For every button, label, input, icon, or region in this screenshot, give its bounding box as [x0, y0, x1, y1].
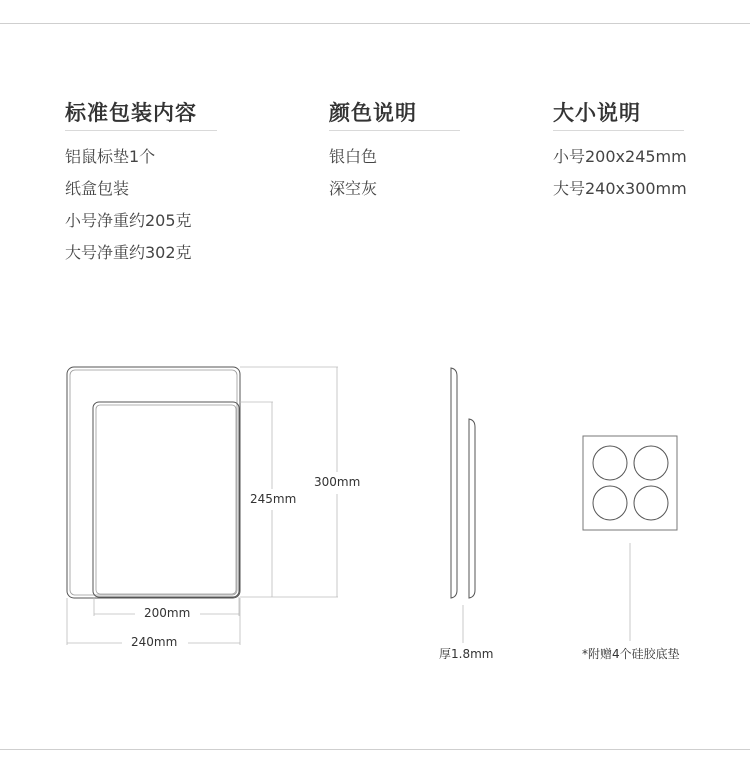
packaging-item: 纸盒包装 — [65, 179, 130, 198]
side-profile-large — [451, 368, 457, 598]
small-pad-outline — [93, 402, 239, 597]
packaging-title: 标准包装内容 — [65, 101, 197, 125]
color-item: 深空灰 — [329, 179, 378, 198]
feet-box — [583, 436, 677, 530]
thickness-label: 厚1.8mm — [439, 647, 494, 661]
size-item: 大号240x300mm — [553, 179, 687, 198]
size-item: 小号200x245mm — [553, 147, 687, 166]
packaging-item: 铝鼠标垫1个 — [65, 147, 156, 166]
width-label-large: 240mm — [131, 635, 178, 649]
sizes-title: 大小说明 — [553, 101, 641, 125]
small-pad-inner — [96, 405, 236, 594]
height-label-small: 245mm — [250, 492, 297, 506]
height-label-large: 300mm — [314, 475, 361, 489]
feet-note-label: *附赠4个硅胶底垫 — [582, 647, 680, 661]
colors-title: 颜色说明 — [329, 101, 417, 125]
width-label-small: 200mm — [144, 606, 191, 620]
packaging-item: 大号净重约302克 — [65, 243, 192, 262]
color-item: 银白色 — [329, 147, 378, 166]
side-profile-small — [469, 419, 475, 598]
packaging-item: 小号净重约205克 — [65, 211, 192, 230]
